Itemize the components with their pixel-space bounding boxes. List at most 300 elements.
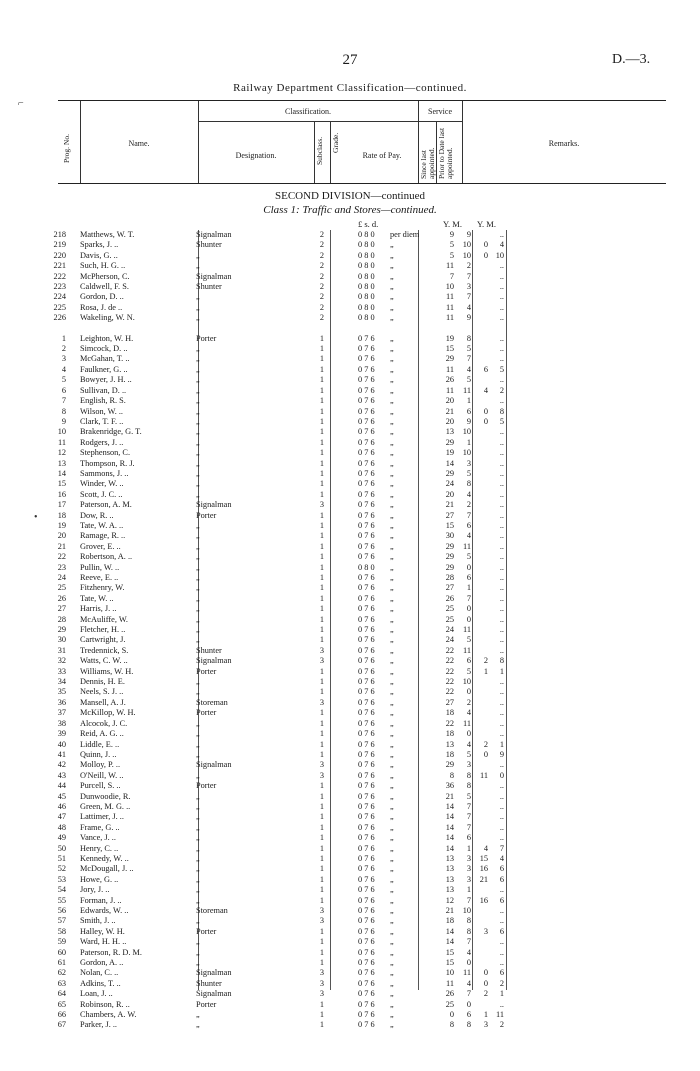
rate-of-pay-cell: 0 7 6 [358, 1020, 375, 1030]
prior-months-cell: 10 [495, 250, 504, 260]
since-months-cell: 7 [466, 354, 471, 364]
header-divider [198, 121, 462, 122]
name-cell: Tate, W. .. [80, 593, 114, 603]
since-months-cell: 4 [466, 302, 471, 312]
name-cell: Watts, C. W. .. [80, 656, 128, 666]
since-months-cell: 0 [466, 729, 471, 739]
since-years-cell: 10 [445, 968, 454, 978]
since-years-cell: 29 [445, 437, 454, 447]
subclass-cell: 1 [319, 739, 325, 749]
subclass-cell: 1 [319, 531, 325, 541]
since-years-cell: 24 [445, 625, 454, 635]
since-months-cell: 8 [466, 781, 471, 791]
since-years-cell: 29 [445, 354, 454, 364]
pay-unit-cell: „ [390, 282, 394, 292]
since-months-cell: 2 [466, 500, 471, 510]
name-cell: Mansell, A. J. [80, 697, 126, 707]
since-years-cell: 15 [445, 947, 454, 957]
pay-unit-cell: „ [390, 302, 394, 312]
designation-cell: „ [196, 1010, 200, 1020]
pay-unit-cell: „ [390, 604, 394, 614]
subclass-cell: 2 [319, 261, 325, 271]
designation-cell: Signalman [196, 271, 232, 281]
rate-of-pay-cell: 0 7 6 [358, 635, 375, 645]
pay-unit-cell: „ [390, 625, 394, 635]
prior-months-cell: 9 [499, 749, 504, 759]
prior-months-cell: .. [499, 593, 504, 603]
prior-months-cell: 0 [499, 770, 504, 780]
prior-months-cell: .. [499, 344, 504, 354]
prog-no-cell: 13 [57, 458, 66, 468]
table-row [0, 719, 700, 729]
name-cell: Parker, J. .. [80, 1020, 117, 1030]
since-years-cell: 15 [445, 958, 454, 968]
table-row [0, 1000, 700, 1010]
prog-no-cell: 37 [57, 708, 66, 718]
name-cell: Brakenridge, G. T. [80, 427, 142, 437]
since-years-cell: 27 [445, 697, 454, 707]
prog-no-cell: 15 [57, 479, 66, 489]
since-years-cell: 14 [445, 833, 454, 843]
since-years-cell: 25 [445, 999, 454, 1009]
designation-cell: „ [196, 749, 200, 759]
prog-no-cell: 218 [53, 230, 66, 239]
prog-no-cell: 59 [57, 937, 66, 947]
pay-unit-cell: „ [390, 812, 394, 822]
prog-no-cell: 30 [57, 635, 66, 645]
designation-cell: Signalman [196, 760, 232, 770]
table-row [0, 521, 700, 531]
table-row [0, 635, 700, 645]
remarks-header: Remarks. [548, 139, 580, 148]
rate-of-pay-cell: 0 7 6 [358, 770, 375, 780]
subclass-cell: 1 [319, 458, 325, 468]
table-row [0, 625, 700, 635]
designation-cell: „ [196, 468, 200, 478]
since-months-cell: 5 [466, 635, 471, 645]
subclass-cell: 1 [319, 635, 325, 645]
since-months-cell: 8 [466, 479, 471, 489]
rate-of-pay-cell: 0 8 0 [358, 292, 375, 302]
prior-years-cell: 2 [483, 656, 488, 666]
name-cell: Frame, G. .. [80, 822, 120, 832]
prior-months-cell: .. [499, 489, 504, 499]
table-row [0, 802, 700, 812]
prior-months-cell: .. [499, 760, 504, 770]
designation-cell: „ [196, 416, 200, 426]
rate-of-pay-cell: 0 7 6 [358, 937, 375, 947]
since-months-cell: 10 [462, 448, 471, 458]
pay-unit-cell: „ [390, 614, 394, 624]
since-months-cell: 3 [466, 864, 471, 874]
pay-unit-cell: „ [390, 593, 394, 603]
prior-months-cell: .. [499, 781, 504, 791]
rate-of-pay-cell: 0 8 0 [358, 302, 375, 312]
years-months-label: Y. M. [477, 219, 496, 229]
designation-cell: „ [196, 344, 200, 354]
pay-unit-cell: „ [390, 874, 394, 884]
prior-years-cell: 11 [480, 770, 488, 780]
prior-months-cell: .. [499, 604, 504, 614]
prior-years-cell: 15 [479, 853, 488, 863]
since-years-cell: 21 [445, 906, 454, 915]
name-cell: Wakeling, W. N. [80, 313, 135, 323]
since-years-cell: 14 [445, 926, 454, 936]
staff-table [0, 230, 700, 1031]
since-years-cell: 15 [445, 344, 454, 354]
pay-unit-cell: „ [390, 385, 394, 395]
pay-unit-cell: „ [390, 489, 394, 499]
since-years-cell: 26 [445, 593, 454, 603]
subclass-cell: 2 [319, 313, 325, 323]
prior-months-cell: 11 [496, 1010, 504, 1020]
name-cell: Alcocok, J. C. [80, 718, 128, 728]
since-years-cell: 25 [445, 614, 454, 624]
rate-of-pay-cell: 0 7 6 [358, 364, 375, 374]
table-row [0, 646, 700, 656]
prog-no-cell: 3 [61, 354, 66, 364]
name-cell: Reid, A. G. .. [80, 729, 124, 739]
rate-of-pay-cell: 0 7 6 [358, 458, 375, 468]
designation-cell: „ [196, 791, 200, 801]
prior-months-cell: .. [499, 645, 504, 655]
classification-header: Classification. [285, 107, 331, 116]
rate-of-pay-cell: 0 7 6 [358, 448, 375, 458]
subclass-cell: 3 [319, 645, 325, 655]
pay-unit-cell: „ [390, 906, 394, 915]
prog-no-cell: 40 [57, 739, 66, 749]
designation-header: Designation. [235, 151, 277, 160]
prior-months-cell: .. [499, 500, 504, 510]
pay-unit-cell: „ [390, 989, 394, 999]
pay-unit-cell: „ [390, 635, 394, 645]
table-row [0, 552, 700, 562]
subclass-cell: 1 [319, 749, 325, 759]
pay-unit-cell: „ [390, 791, 394, 801]
since-years-cell: 14 [445, 822, 454, 832]
name-cell: Dow, R. .. [80, 510, 114, 520]
since-years-cell: 18 [445, 916, 454, 926]
rate-of-pay-cell: 0 7 6 [358, 437, 375, 447]
rate-of-pay-cell: 0 7 6 [358, 708, 375, 718]
prog-no-cell: 57 [57, 916, 66, 926]
rate-of-pay-cell: 0 7 6 [358, 843, 375, 853]
pay-unit-cell: „ [390, 760, 394, 770]
since-months-cell: 8 [466, 926, 471, 936]
prog-no-cell: 38 [57, 718, 66, 728]
subclass-cell: 1 [319, 864, 325, 874]
since-months-cell: 9 [466, 416, 471, 426]
name-cell: Liddle, E. .. [80, 739, 120, 749]
pay-unit-cell: „ [390, 677, 394, 687]
table-row [0, 490, 700, 500]
name-cell: Quinn, J. .. [80, 749, 117, 759]
designation-cell: „ [196, 385, 200, 395]
table-row [0, 750, 700, 760]
subclass-cell: 1 [319, 385, 325, 395]
prior-months-cell: .. [499, 562, 504, 572]
prior-months-cell: .. [499, 937, 504, 947]
prior-months-cell: .. [499, 822, 504, 832]
prior-months-cell: .. [499, 687, 504, 697]
pay-unit-cell: „ [390, 656, 394, 666]
rate-of-pay-cell: 0 7 6 [358, 1010, 375, 1020]
pay-unit-cell: „ [390, 801, 394, 811]
prior-months-cell: 6 [499, 968, 504, 978]
designation-cell: „ [196, 635, 200, 645]
prior-months-cell: .. [499, 958, 504, 968]
table-row [0, 448, 700, 458]
pay-unit-cell: „ [390, 958, 394, 968]
prior-months-cell: .. [499, 271, 504, 281]
since-months-cell: 4 [466, 739, 471, 749]
table-row [0, 334, 700, 344]
rate-of-pay-cell: 0 7 6 [358, 583, 375, 593]
prog-no-cell: 219 [53, 240, 66, 250]
subclass-cell: 3 [319, 978, 325, 988]
since-years-cell: 21 [445, 791, 454, 801]
rate-of-pay-cell: 0 7 6 [358, 989, 375, 999]
name-cell: Ward, H. H. .. [80, 937, 127, 947]
prog-no-cell: 220 [53, 250, 66, 260]
name-cell: Green, M. G. .. [80, 801, 131, 811]
since-months-cell: 4 [466, 489, 471, 499]
subclass-cell: 3 [319, 760, 325, 770]
since-years-cell: 7 [449, 271, 454, 281]
subclass-cell: 3 [319, 916, 325, 926]
designation-cell: Porter [196, 999, 217, 1009]
rate-of-pay-cell: 0 7 6 [358, 812, 375, 822]
table-row [0, 500, 700, 510]
prog-no-cell: 2 [61, 344, 66, 354]
since-months-cell: 7 [466, 937, 471, 947]
rate-of-pay-cell: 0 7 6 [358, 749, 375, 759]
since-months-cell: 6 [466, 406, 471, 416]
prior-months-cell: .. [499, 729, 504, 739]
since-months-cell: 5 [466, 666, 471, 676]
prog-no-cell: 49 [57, 833, 66, 843]
designation-cell: Shunter [196, 282, 222, 292]
table-row [0, 438, 700, 448]
pay-unit-cell: „ [390, 739, 394, 749]
pay-unit-cell: „ [390, 541, 394, 551]
table-row [0, 687, 700, 697]
table-row [0, 781, 700, 791]
name-cell: Matthews, W. T. [80, 230, 135, 239]
subclass-cell: 1 [319, 375, 325, 385]
pay-unit-cell: „ [390, 520, 394, 530]
rate-of-pay-cell: 0 8 0 [358, 261, 375, 271]
prior-months-cell: 2 [499, 1020, 504, 1030]
rate-of-pay-cell: 0 7 6 [358, 926, 375, 936]
designation-cell: „ [196, 364, 200, 374]
prog-no-cell: 7 [61, 396, 66, 406]
designation-cell: „ [196, 406, 200, 416]
subclass-cell: 1 [319, 947, 325, 957]
prior-months-cell: .. [499, 458, 504, 468]
prog-no-cell: 18 [57, 510, 66, 520]
rate-of-pay-cell: 0 7 6 [358, 895, 375, 905]
name-cell: Bowyer, J. H. .. [80, 375, 132, 385]
prior-years-cell: 0 [483, 406, 488, 416]
designation-cell: Shunter [196, 645, 222, 655]
rate-of-pay-cell: 0 7 6 [358, 864, 375, 874]
since-years-cell: 29 [445, 552, 454, 562]
table-row [0, 479, 700, 489]
designation-cell: „ [196, 718, 200, 728]
prog-no-cell: 26 [57, 593, 66, 603]
prior-months-cell: .. [499, 292, 504, 302]
rate-of-pay-cell: 0 8 0 [358, 313, 375, 323]
since-months-cell: 10 [462, 240, 471, 250]
designation-cell: „ [196, 552, 200, 562]
name-cell: Chambers, A. W. [80, 1010, 137, 1020]
since-months-cell: 1 [466, 396, 471, 406]
prior-months-cell: .. [499, 448, 504, 458]
prior-months-cell: .. [499, 333, 504, 343]
prior-years-cell: 1 [483, 666, 488, 676]
prior-months-cell: 2 [499, 978, 504, 988]
subclass-cell: 1 [319, 333, 325, 343]
prior-years-cell: 0 [483, 978, 488, 988]
since-months-cell: 6 [466, 573, 471, 582]
table-row [0, 365, 700, 375]
margin-mark: ⌐ [18, 98, 24, 109]
since-months-cell: 5 [466, 375, 471, 385]
subclass-cell: 2 [319, 240, 325, 250]
pay-unit-cell: „ [390, 448, 394, 458]
rate-of-pay-cell: 0 7 6 [358, 999, 375, 1009]
name-cell: Nolan, C. .. [80, 968, 119, 978]
block-gap [0, 324, 700, 334]
prior-months-cell: .. [499, 916, 504, 926]
name-cell: Winder, W. .. [80, 479, 124, 489]
designation-cell: „ [196, 354, 200, 364]
subclass-cell: 1 [319, 729, 325, 739]
page-title: Railway Department Classification—continued. [233, 82, 467, 94]
pay-unit-cell: „ [390, 697, 394, 707]
subclass-cell: 1 [319, 396, 325, 406]
since-months-cell: 0 [466, 999, 471, 1009]
since-years-cell: 29 [445, 468, 454, 478]
since-years-cell: 21 [445, 500, 454, 510]
prior-months-cell: .. [499, 573, 504, 582]
name-cell: Rodgers, J. .. [80, 437, 124, 447]
since-months-cell: 5 [466, 344, 471, 354]
since-months-cell: 3 [466, 282, 471, 292]
prog-no-cell: 223 [53, 282, 66, 292]
designation-cell: „ [196, 302, 200, 312]
prior-months-cell: .. [499, 282, 504, 292]
rate-of-pay-cell: 0 7 6 [358, 822, 375, 832]
table-row [0, 667, 700, 677]
prog-no-cell: 19 [57, 520, 66, 530]
name-cell: Williams, W. H. [80, 666, 134, 676]
since-months-cell: 7 [466, 801, 471, 811]
rate-of-pay-cell: 0 7 6 [358, 697, 375, 707]
rate-of-pay-cell: 0 7 6 [358, 874, 375, 884]
name-cell: Leighton, W. H. [80, 333, 134, 343]
prior-months-cell: .. [499, 812, 504, 822]
since-years-cell: 22 [445, 687, 454, 697]
prior-months-cell: .. [499, 520, 504, 530]
table-row [0, 771, 700, 781]
prior-years-cell: 0 [483, 416, 488, 426]
table-row [0, 251, 700, 261]
class-subtitle: Class 1: Traffic and Stores—continued. [263, 204, 437, 216]
since-years-cell: 22 [445, 677, 454, 687]
table-row [0, 583, 700, 593]
table-row [0, 875, 700, 885]
since-years-cell: 29 [445, 562, 454, 572]
prog-no-cell: 34 [57, 677, 66, 687]
prog-no-cell: 48 [57, 822, 66, 832]
since-months-cell: 6 [466, 1010, 471, 1020]
subclass-cell: 1 [319, 1020, 325, 1030]
prior-months-cell: 5 [499, 364, 504, 374]
rate-of-pay-cell: 0 7 6 [358, 385, 375, 395]
pay-unit-cell: „ [390, 292, 394, 302]
prog-no-cell: 29 [57, 625, 66, 635]
prior-months-cell: .. [499, 583, 504, 593]
pay-unit-cell: „ [390, 375, 394, 385]
designation-cell: „ [196, 562, 200, 572]
subclass-cell: 1 [319, 520, 325, 530]
rate-of-pay-cell: 0 7 6 [358, 344, 375, 354]
designation-cell: „ [196, 448, 200, 458]
subclass-cell: 2 [319, 302, 325, 312]
prog-no-cell: 31 [57, 645, 66, 655]
rate-of-pay-cell: 0 8 0 [358, 282, 375, 292]
prior-years-cell: 6 [483, 364, 488, 374]
subclass-cell: 1 [319, 614, 325, 624]
prior-years-cell: 0 [483, 749, 488, 759]
prog-no-cell: 51 [57, 853, 66, 863]
prog-no-cell: 41 [57, 749, 66, 759]
document-reference: D.—3. [612, 52, 651, 67]
designation-cell: „ [196, 770, 200, 780]
since-months-cell: 11 [463, 625, 471, 635]
subclass-cell: 1 [319, 354, 325, 364]
pay-unit-cell: „ [390, 354, 394, 364]
currency-label: £ s. d. [358, 219, 379, 229]
name-cell: Smith, J. .. [80, 916, 116, 926]
since-months-cell: 5 [466, 791, 471, 801]
designation-cell: „ [196, 437, 200, 447]
name-cell: Pullin, W. .. [80, 562, 120, 572]
pay-unit-cell: „ [390, 573, 394, 582]
designation-cell: „ [196, 520, 200, 530]
pay-unit-cell: „ [390, 416, 394, 426]
prior-months-cell: .. [499, 625, 504, 635]
table-row [0, 386, 700, 396]
table-row [0, 958, 700, 968]
designation-cell: „ [196, 583, 200, 593]
prior-months-cell: 1 [499, 666, 504, 676]
prog-no-cell: 39 [57, 729, 66, 739]
table-row [0, 948, 700, 958]
name-cell: Harris, J. .. [80, 604, 117, 614]
since-years-cell: 11 [446, 313, 454, 323]
since-years-cell: 11 [446, 292, 454, 302]
pay-unit-cell: „ [390, 344, 394, 354]
prior-years-cell: 0 [483, 240, 488, 250]
name-cell: O'Neill, W. .. [80, 770, 124, 780]
rate-of-pay-cell: 0 7 6 [358, 791, 375, 801]
prog-no-cell: 50 [57, 843, 66, 853]
pay-unit-cell: „ [390, 895, 394, 905]
table-row [0, 594, 700, 604]
